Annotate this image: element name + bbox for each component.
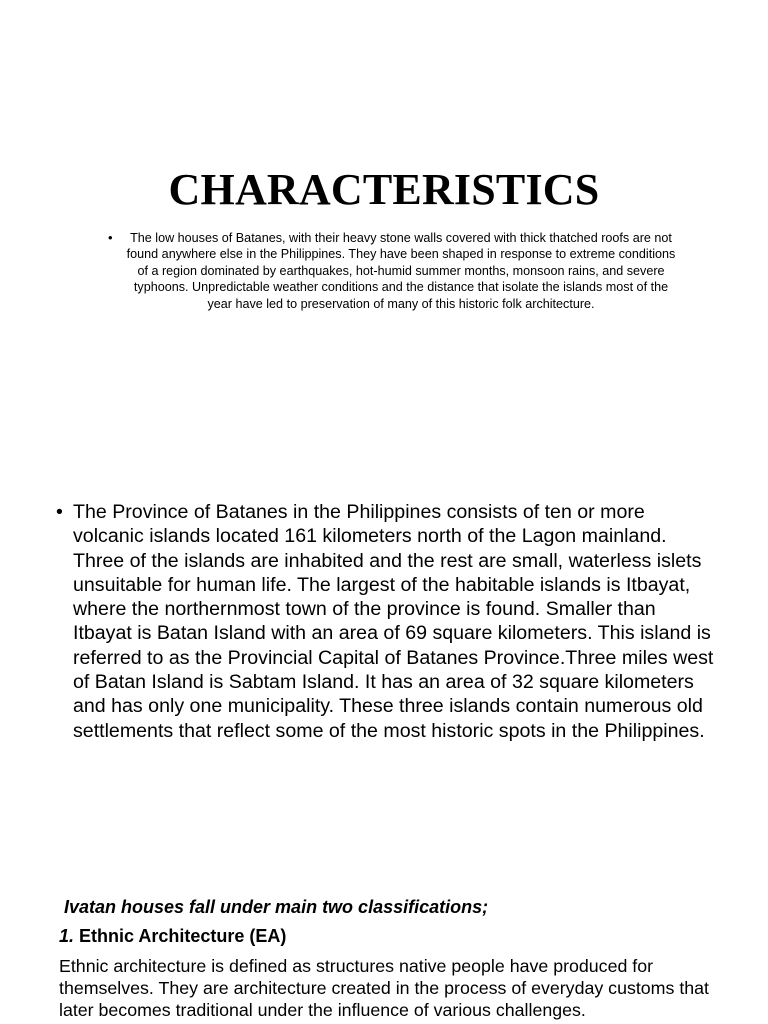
ethnic-architecture-label: Ethnic Architecture (EA) xyxy=(79,926,287,946)
ethnic-architecture-number: 1. xyxy=(59,926,75,946)
bullet-icon: • xyxy=(56,501,63,523)
bullet-icon: • xyxy=(108,230,113,245)
page-title: CHARACTERISTICS xyxy=(168,165,600,214)
ethnic-architecture-heading xyxy=(59,924,286,948)
ethnic-architecture-body: Ethnic architecture is defined as structures native people have produced for themselves. They are architecture created in the process of everyday customs that later becomes traditional under the influence of various challenges. xyxy=(59,956,709,1020)
province-bullet-text: The Province of Batanes in the Philippines consists of ten or more volcanic islands located 161 kilometers north of the Lagon mainland. Three of the islands are inhabited and the rest are small, waterless islets unsuitable for human life. The largest of the habitable islands is Itbayat, where the northernmost town of the province is found. Smaller than Itbayat is Batan Island with an area of 69 square kilometers. This island is referred to as the Provincial Capital of Batanes Province.Three miles west of Batan Island is Sabtam Island. It has an area of 32 square kilometers and has only one municipality. These three islands contain numerous old settlements that reflect some of the most historic spots in the Philippines. xyxy=(73,501,714,742)
intro-bullet-text: The low houses of Batanes, with their heavy stone walls covered with thick thatched roofs are not found anywhere else in the Philippines. They have been shaped in response to extreme conditions of a region dominated by earthquakes, hot-humid summer months, monsoon rains, and severe typhoons. Unpredictable weather conditions and the distance that isolate the islands most of the year have led to preservation of many of this historic folk architecture. xyxy=(126,231,676,311)
province-bullet xyxy=(56,500,716,743)
classification-heading: Ivatan houses fall under main two classifications; xyxy=(64,897,489,917)
intro-bullet xyxy=(108,230,678,312)
